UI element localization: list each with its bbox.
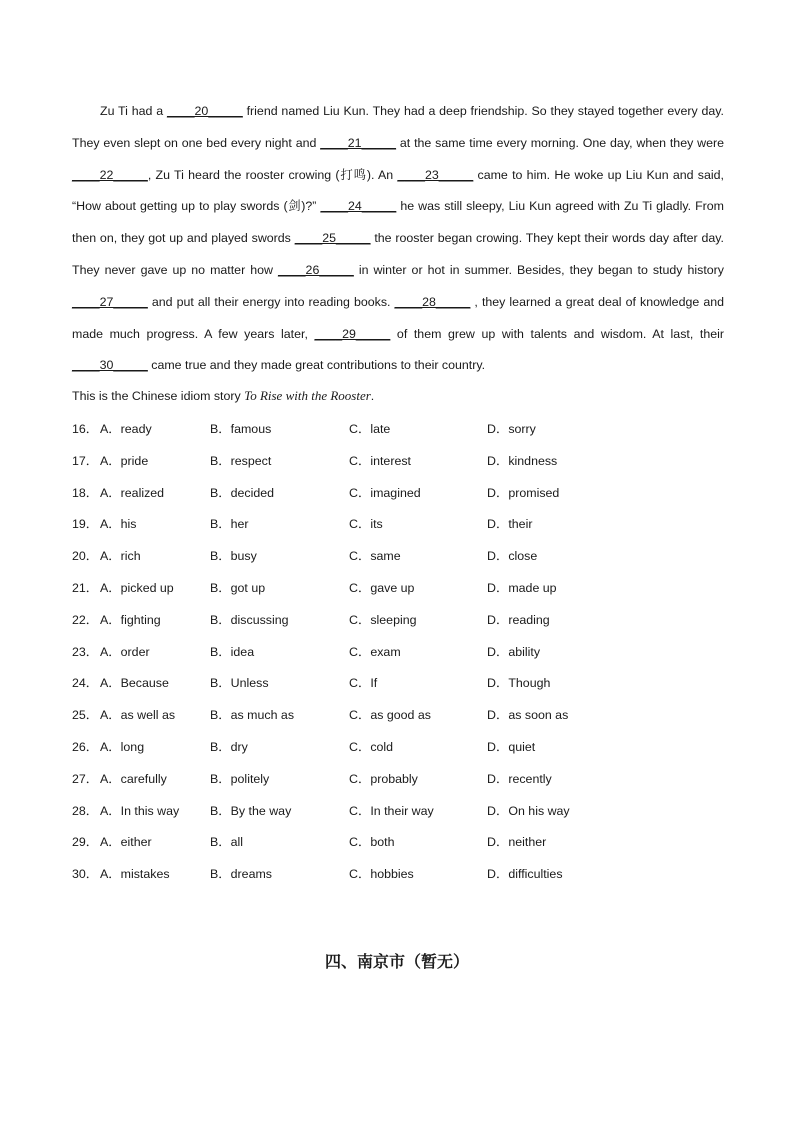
- answer-blank: ____20_____: [166, 104, 243, 118]
- option-a: A．either: [100, 835, 152, 850]
- option-c: C．its: [349, 517, 383, 532]
- option-b: B．discussing: [210, 612, 289, 627]
- option-d: D．quiet: [487, 739, 536, 754]
- option-d: D．their: [487, 517, 533, 532]
- option-b: B．dry: [210, 739, 248, 754]
- option-d: D．neither: [487, 835, 547, 850]
- answer-blank: ____23_____: [397, 167, 474, 182]
- closing-suffix: .: [370, 389, 375, 403]
- option-c: C．cold: [349, 739, 394, 754]
- question-number: 21．: [72, 580, 99, 595]
- option-c: C．If: [349, 676, 378, 691]
- passage-text: , Zu Ti heard the rooster crowing (打鸣). An: [147, 167, 398, 182]
- option-b: B．dreams: [210, 867, 272, 882]
- option-a: A．picked up: [100, 580, 174, 595]
- question-number: 19．: [72, 517, 99, 532]
- closing-sentence: [72, 386, 374, 406]
- passage-text: , they learned a great deal of knowledge and made much progress. A few years later,: [72, 294, 724, 341]
- answer-blank: ____29_____: [314, 326, 391, 341]
- option-a: A．realized: [100, 485, 165, 500]
- option-d: D．recently: [487, 771, 552, 786]
- question-number: 20．: [72, 549, 99, 564]
- question-number: 24．: [72, 676, 99, 691]
- option-c: C．same: [349, 549, 401, 564]
- section-title: 四、南京市（暂无）: [324, 952, 469, 971]
- question-row: [72, 641, 722, 673]
- option-d: D．sorry: [487, 422, 536, 436]
- option-b: B．busy: [210, 549, 257, 564]
- option-d: D．reading: [487, 612, 550, 627]
- option-d: D．kindness: [487, 453, 558, 468]
- option-d: D．as soon as: [487, 708, 569, 723]
- option-d: D．On his way: [487, 803, 570, 818]
- passage-text: came true and they made great contributions to their country.: [147, 358, 486, 373]
- option-c: C．hobbies: [349, 867, 414, 882]
- option-b: B．her: [210, 517, 249, 532]
- passage-text: Zu Ti had a: [100, 104, 167, 118]
- question-list: [72, 418, 722, 895]
- question-row: [72, 418, 722, 450]
- option-a: A．pride: [100, 453, 149, 468]
- question-row: [72, 577, 722, 609]
- passage-text: and put all their energy into reading books.: [147, 294, 395, 309]
- option-d: D．ability: [487, 644, 541, 659]
- answer-blank: ____25_____: [294, 231, 371, 246]
- option-b: B．By the way: [210, 803, 292, 818]
- option-c: C．late: [349, 422, 391, 436]
- answer-blank: ____22_____: [72, 167, 148, 182]
- option-d: D．close: [487, 549, 538, 564]
- question-row: [72, 736, 722, 768]
- option-a: A．carefully: [100, 771, 167, 786]
- option-d: D．difficulties: [487, 867, 563, 882]
- question-row: [72, 545, 722, 577]
- option-a: A．order: [100, 644, 150, 659]
- cloze-passage: [72, 96, 724, 382]
- option-a: A．his: [100, 517, 137, 532]
- option-b: B．idea: [210, 644, 255, 659]
- option-b: B．got up: [210, 580, 266, 595]
- option-c: C．imagined: [349, 485, 421, 500]
- passage-text: came to him. He woke up Liu Kun and said, “How about getting up to play swords (剑)?”: [72, 167, 724, 214]
- answer-blank: ____28_____: [394, 294, 471, 309]
- answer-blank: ____26_____: [277, 262, 354, 277]
- question-row: [72, 863, 722, 895]
- option-a: A．In this way: [100, 803, 180, 818]
- passage-text: the rooster began crowing. They kept their words day after day. They never gave up no matter how: [72, 231, 724, 277]
- question-number: 28．: [72, 803, 99, 818]
- option-c: C．gave up: [349, 580, 415, 595]
- question-number: 27．: [72, 771, 99, 786]
- option-c: C．exam: [349, 644, 401, 659]
- option-b: B．famous: [210, 422, 272, 436]
- option-a: A．fighting: [100, 612, 161, 627]
- passage-text: in winter or hot in summer. Besides, they began to study history: [353, 262, 724, 277]
- passage-paragraph: [72, 96, 724, 382]
- option-b: B．all: [210, 835, 244, 850]
- option-a: A．ready: [100, 422, 152, 436]
- question-number: 26．: [72, 739, 99, 754]
- option-c: C．both: [349, 835, 395, 850]
- option-a: A．long: [100, 739, 145, 754]
- option-c: C．probably: [349, 771, 418, 786]
- question-number: 18．: [72, 485, 99, 500]
- question-number: 25．: [72, 708, 99, 723]
- option-a: A．as well as: [100, 708, 176, 723]
- question-row: [72, 609, 722, 641]
- option-c: C．interest: [349, 453, 411, 468]
- question-number: 23．: [72, 644, 99, 659]
- option-b: B．as much as: [210, 708, 295, 723]
- question-row: [72, 482, 722, 514]
- option-c: C．sleeping: [349, 612, 417, 627]
- question-number: 30．: [72, 867, 99, 882]
- option-b: B．politely: [210, 771, 270, 786]
- answer-blank: ____27_____: [72, 294, 148, 309]
- question-row: [72, 704, 722, 736]
- question-row: [72, 672, 722, 704]
- passage-text: at the same time every morning. One day, when they were: [396, 135, 724, 150]
- option-b: B．respect: [210, 453, 272, 468]
- answer-blank: ____24_____: [320, 199, 397, 214]
- question-row: [72, 513, 722, 545]
- question-row: [72, 768, 722, 800]
- option-d: D．made up: [487, 580, 557, 595]
- option-b: B．decided: [210, 485, 275, 500]
- question-number: 16．: [72, 422, 99, 436]
- idiom-title: To Rise with the Rooster: [244, 388, 371, 403]
- option-d: D．Though: [487, 676, 551, 691]
- question-number: 17．: [72, 453, 99, 468]
- question-row: [72, 450, 722, 482]
- option-b: B．Unless: [210, 676, 269, 691]
- option-c: C．In their way: [349, 803, 434, 818]
- option-a: A．Because: [100, 676, 169, 691]
- question-row: [72, 800, 722, 832]
- answer-blank: ____21_____: [320, 135, 397, 150]
- option-a: A．rich: [100, 549, 141, 564]
- passage-text: of them grew up with talents and wisdom. At last, their: [390, 326, 724, 341]
- question-row: [72, 831, 722, 863]
- passage-text: friend named Liu Kun. They had a deep friendship. So they stayed together every day. They even slept on one bed every night and: [72, 104, 725, 150]
- closing-prefix: This is the Chinese idiom story: [72, 389, 245, 403]
- option-a: A．mistakes: [100, 867, 170, 882]
- option-d: D．promised: [487, 485, 560, 500]
- option-c: C．as good as: [349, 708, 431, 723]
- question-number: 22．: [72, 612, 99, 627]
- answer-blank: ____30_____: [72, 358, 148, 373]
- passage-text: he was still sleepy, Liu Kun agreed with Zu Ti gladly. From then on, they got up and played swords: [72, 199, 724, 246]
- question-number: 29．: [72, 835, 99, 850]
